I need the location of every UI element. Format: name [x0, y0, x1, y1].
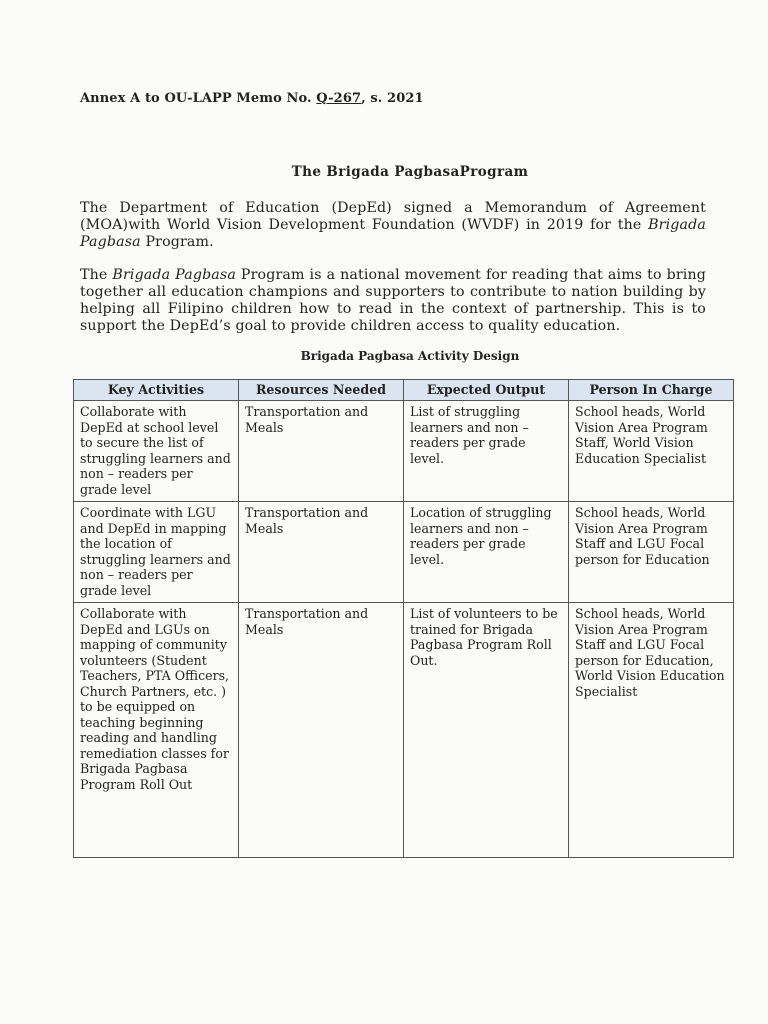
paragraph-moa [80, 200, 706, 251]
table-row [74, 401, 734, 502]
p2-italic: Brigada Pagbasa [112, 267, 236, 283]
annex-prefix: Annex A to OU-LAPP Memo No. [80, 91, 317, 106]
memo-number: Q-267 [316, 91, 362, 106]
table-row [74, 502, 734, 603]
paragraph-program [80, 267, 706, 335]
table-cell: Transportation and Meals [239, 502, 404, 603]
table-cell: Collaborate with DepEd at school level to secure the list of struggling learners and non – readers per grade level [74, 401, 239, 502]
table-header-row [74, 380, 734, 401]
page-title: The Brigada PagbasaProgram [291, 164, 529, 180]
table-cell: List of volunteers to be trained for Brigada Pagbasa Program Roll Out. [404, 603, 569, 858]
annex-reference [80, 91, 424, 106]
table-row [74, 603, 734, 858]
header-resources-needed: Resources Needed [239, 380, 404, 401]
table-cell: Location of struggling learners and non – readers per grade level. [404, 502, 569, 603]
table-cell: List of struggling learners and non – readers per grade level. [404, 401, 569, 502]
p1-text-b: Program. [140, 234, 214, 250]
table-cell: Transportation and Meals [239, 603, 404, 858]
p1-italic: Brigada Pagbasa [80, 217, 706, 250]
table-caption: Brigada Pagbasa Activity Design [300, 349, 520, 363]
table-cell: Transportation and Meals [239, 401, 404, 502]
table-cell: Coordinate with LGU and DepEd in mapping the location of struggling learners and non – readers per grade level [74, 502, 239, 603]
p1-text-a: The Department of Education (DepEd) signed a Memorandum of Agreement (MOA)with World Vision Development Foundation (WVDF) in 2019 for the [80, 200, 706, 233]
p2-text-b: Program is a national movement for reading that aims to bring together all education champions and supporters to contribute to nation building by helping all Filipino children how to read in the context of partnership. This is to support the DepEd’s goal to provide children access to quality education. [80, 267, 706, 334]
header-expected-output: Expected Output [404, 380, 569, 401]
header-key-activities: Key Activities [74, 380, 239, 401]
p2-text-a: The [80, 267, 113, 283]
activity-design-table [73, 379, 734, 858]
table-cell: Collaborate with DepEd and LGUs on mapping of community volunteers (Student Teachers, PTA Officers, Church Partners, etc. ) to be equipped on teaching beginning reading and handling remediation classes for Brigada Pagbasa Program Roll Out [74, 603, 239, 858]
annex-suffix: , s. 2021 [361, 91, 424, 106]
table-cell: School heads, World Vision Area Program Staff and LGU Focal person for Education, World Vision Education Specialist [569, 603, 734, 858]
table-cell: School heads, World Vision Area Program Staff and LGU Focal person for Education [569, 502, 734, 603]
header-person-in-charge: Person In Charge [569, 380, 734, 401]
table-cell: School heads, World Vision Area Program Staff, World Vision Education Specialist [569, 401, 734, 502]
